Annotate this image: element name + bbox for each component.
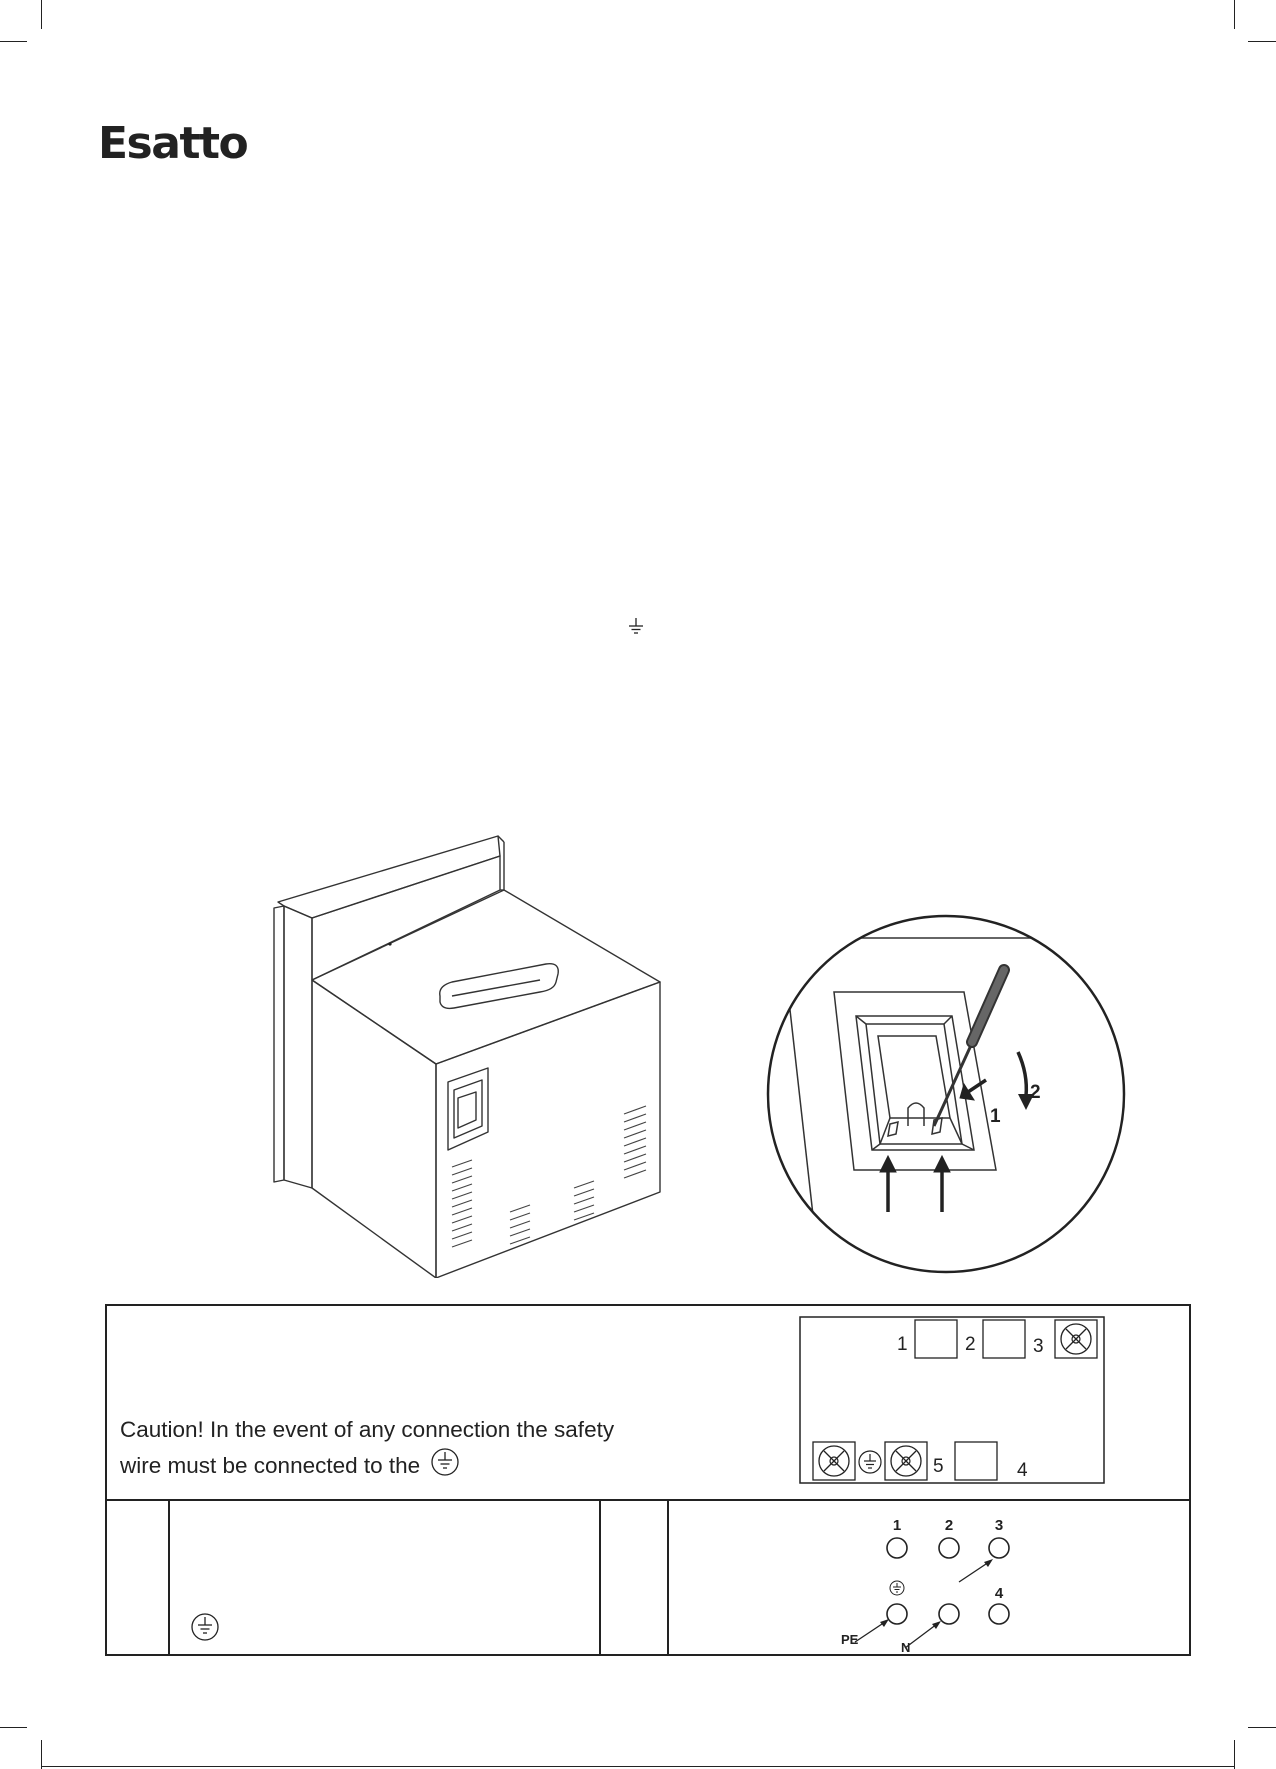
caution-text [120, 1412, 614, 1483]
connection-table [105, 1304, 1191, 1656]
fan-terminal-icon [813, 1442, 855, 1480]
detail-label-2: 2 [1030, 1082, 1041, 1103]
terminal-label-4: 4 [1017, 1460, 1028, 1481]
crop-mark-bottom-right-h [1248, 1727, 1276, 1728]
caution-line-1: Caution! In the event of any connection the safety [120, 1417, 615, 1442]
crop-mark-bottom-left-v [41, 1740, 42, 1769]
terminal-point-3 [989, 1538, 1009, 1558]
table-row-divider [107, 1499, 1189, 1501]
terminal-label-1: 1 [897, 1334, 908, 1355]
detail-label-1: 1 [990, 1106, 1001, 1127]
crop-mark-top-left-v [41, 0, 42, 29]
earth-ground-icon [890, 1581, 904, 1595]
earth-ground-icon [859, 1451, 881, 1473]
bottom-bleed-line [41, 1766, 1234, 1767]
terminal-label-2: 2 [965, 1334, 976, 1355]
wiring-label-3: 3 [994, 1517, 1004, 1534]
caution-line-2-text: wire must be connected to the [120, 1453, 421, 1478]
wiring-label-2: 2 [944, 1517, 954, 1534]
fan-terminal-icon [885, 1442, 927, 1480]
terminal-point-2 [939, 1538, 959, 1558]
earth-ground-icon [627, 617, 645, 637]
wiring-label-4: 4 [994, 1585, 1004, 1602]
terminal-block-diagram [799, 1316, 1107, 1488]
oven-illustration [268, 832, 674, 1278]
terminal-cover-detail-diagram [764, 912, 1128, 1276]
wiring-label-1: 1 [892, 1517, 902, 1534]
table-col-divider-3 [667, 1501, 669, 1656]
crop-mark-bottom-left-h [0, 1727, 27, 1728]
terminal-point-n [939, 1604, 959, 1624]
table-col-divider-1 [168, 1501, 170, 1656]
crop-mark-top-right-h [1248, 41, 1276, 42]
table-col-divider-2 [599, 1501, 601, 1656]
wiring-label-pe: PE [841, 1632, 859, 1647]
terminal-label-5: 5 [933, 1456, 944, 1477]
earth-ground-icon [190, 1612, 220, 1642]
wiring-label-n: N [901, 1640, 911, 1654]
fan-terminal-icon [1055, 1320, 1097, 1358]
crop-mark-bottom-right-v [1234, 1740, 1235, 1769]
terminal-point-1 [887, 1538, 907, 1558]
terminal-point-pe [887, 1604, 907, 1624]
brand-logo: Esatto [98, 118, 248, 169]
caution-line-2 [120, 1447, 614, 1483]
terminal-label-3: 3 [1033, 1336, 1044, 1357]
terminal-point-4 [989, 1604, 1009, 1624]
crop-mark-top-right-v [1234, 0, 1235, 29]
wiring-connection-diagram [821, 1516, 1081, 1654]
earth-ground-icon [430, 1447, 460, 1477]
crop-mark-top-left-h [0, 41, 27, 42]
